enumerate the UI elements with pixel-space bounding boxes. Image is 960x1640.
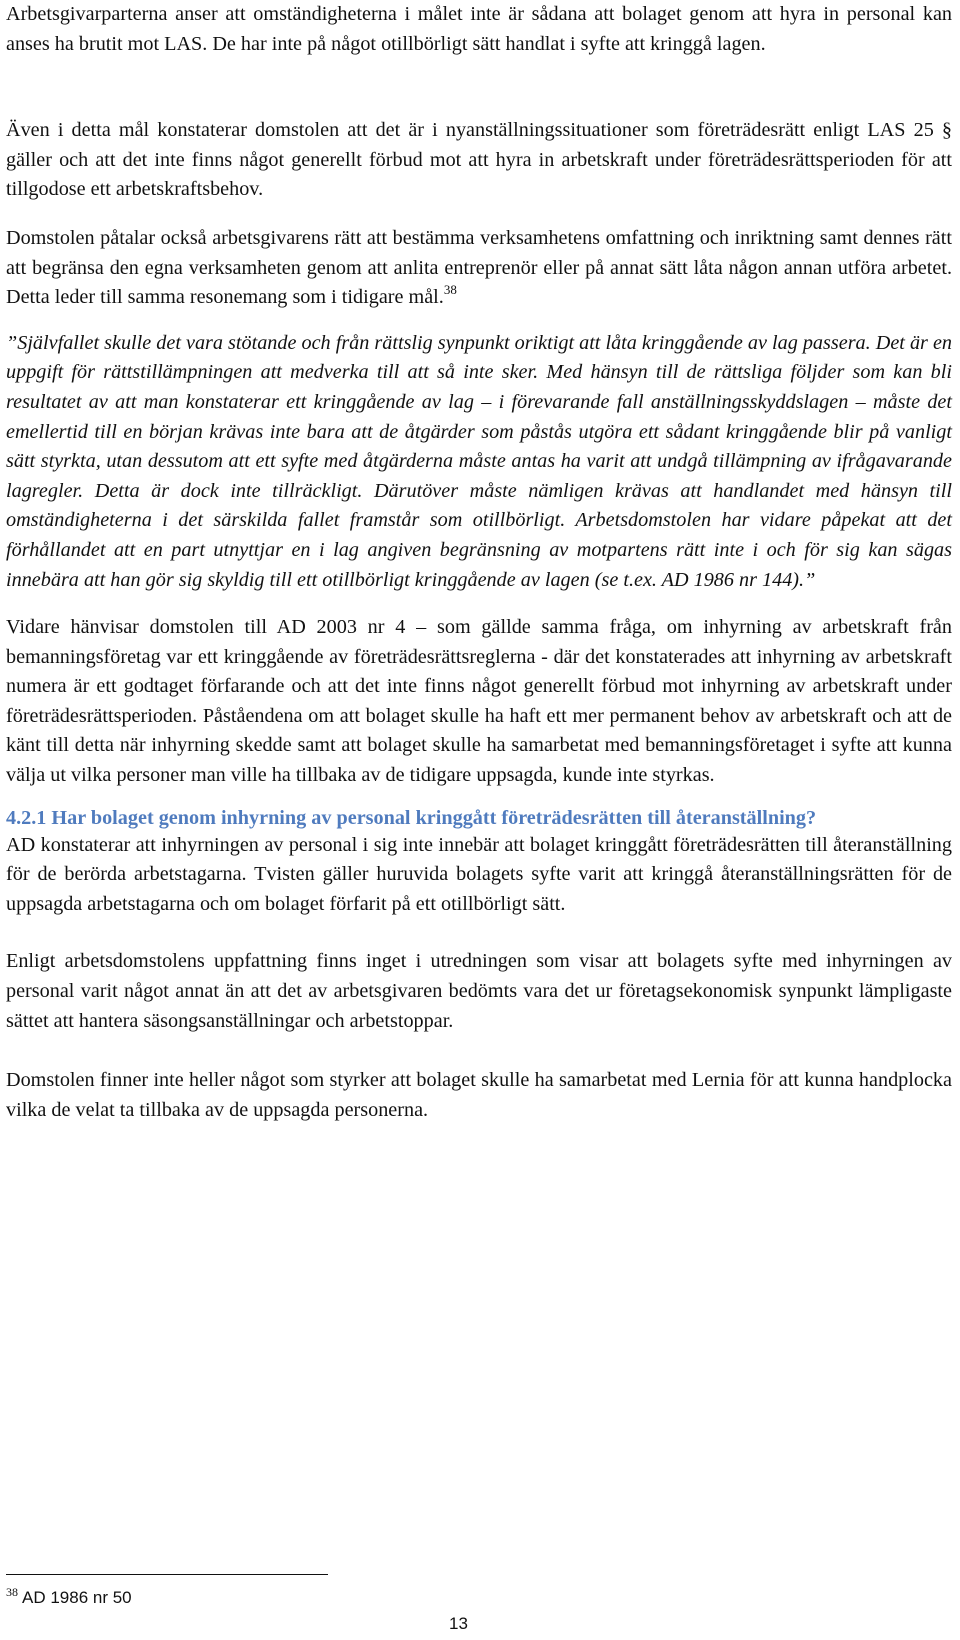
footnote-number: 38 (6, 1585, 18, 1599)
paragraph-ad-conclusion: AD konstaterar att inhyrningen av personal i sig inte innebär att bolaget kringgått företrädesrätten till återanställning för de berörda arbetstagarna. Tvisten gäller huruvida bolagets syfte varit att kringgå återanställningsrätten för de uppsagda arbetstagarna och om bolaget förfarit på ett otillbörligt sätt. (6, 833, 952, 915)
paragraph-court-view: Enligt arbetsdomstolens uppfattning finns inget i utredningen som visar att bolagets syfte med inhyrningen av personal varit något annat än att det av arbetsgivaren bedömts vara det ur företagsekonomisk synpunkt lämpligaste sättet att hantera säsongsanställningar och arbetstoppar. (6, 950, 952, 1032)
footnote-divider (6, 1574, 328, 1575)
paragraph-employer-rights-text: Domstolen påtalar också arbetsgivarens rätt att bestämma verksamhetens omfattning och inriktning samt dennes rätt att begränsa den egna verksamheten genom att anlita entreprenör eller på annat sätt låta någon annan utföra arbetet. Detta leder till samma resonemang som i tidigare mål. (6, 226, 952, 309)
document-page (6, 0, 952, 1125)
paragraph-lernia: Domstolen finner inte heller något som styrker att bolaget skulle ha samarbetat med Lernia för att kunna handplocka vilka de velat ta tillbaka av de uppsagda personerna. (6, 1069, 952, 1121)
paragraph-ad-2003: Vidare hänvisar domstolen till AD 2003 nr 4 – som gällde samma fråga, om inhyrning av arbetskraft från bemanningsföretag var ett kringgående av företrädesrättsreglerna - där det konstaterades att inhyrning av arbetskraft numera är ett godtaget förfarande och att det inte finns något generellt förbud mot inhyrning av arbetskraft under företrädesrättsperioden. Påståendena om att bolaget skulle ha haft ett mer permanent behov av arbetskraft och att de känt till detta när inhyrning skedde samt att bolaget skulle ha samarbetat med bemanningsföretaget i syfte att kunna välja ut vilka personer man ville ha tillbaka av de tidigare uppsagda, kunde inte styrkas. (6, 616, 952, 787)
footnote-reference[interactable]: 38 (443, 282, 457, 298)
paragraph-court-finding: Även i detta mål konstaterar domstolen att det är i nyanställningssituationer som företrädesrätt enligt LAS 25 § gäller och att det inte finns något generellt förbud mot att hyra in arbetskraft under företrädesrättsperioden för att tillgodose ett arbetskraftsbehov. (6, 119, 952, 201)
paragraph-employer-rights (6, 224, 952, 313)
footnote-text: AD 1986 nr 50 (22, 1588, 132, 1607)
footnote (6, 1585, 132, 1608)
paragraph-employer-view: Arbetsgivarparterna anser att omständigheterna i målet inte är sådana att bolaget genom att hyra in personal kan anses ha brutit mot LAS. De har inte på något otillbörligt sätt handlat i syfte att kringgå lagen. (6, 3, 952, 55)
block-quote: ”Självfallet skulle det vara stötande och från rättslig synpunkt oriktigt att låta kringgående av lag passera. Det är en uppgift för rättstillämpningen att medverka till att så inte sker. Med hänsyn till de rättsliga följder som kan bli resultatet av att man konstaterar ett kringgående av lag – i förevarande fall anställningsskyddslagen – måste det emellertid till en början krävas inte bara att de åtgärder som påstås utgöra ett sådant kringgående blir på vanligt sätt styrkta, utan dessutom att ett syfte med åtgärderna måste antas ha varit att undgå tillämpning av ifrågavarande lagregler. Detta är dock inte tillräckligt. Därutöver måste nämligen krävas att handlandet med hänsyn till omständigheterna i det särskilda fallet framstår som otillbörligt. Arbetsdomstolen har vidare påpekat att det förhållandet att en part utnyttjar en i lag angiven begränsning av motpartens rätt inte i och för sig kan sägas innebära att han gör sig skyldig till ett otillbörligt kringgående av lagen (se t.ex. AD 1986 nr 144).” (6, 331, 952, 591)
page-number: 13 (449, 1614, 468, 1633)
section-heading: 4.2.1 Har bolaget genom inhyrning av personal kringgått företrädesrätten till återanställning? (6, 806, 817, 829)
